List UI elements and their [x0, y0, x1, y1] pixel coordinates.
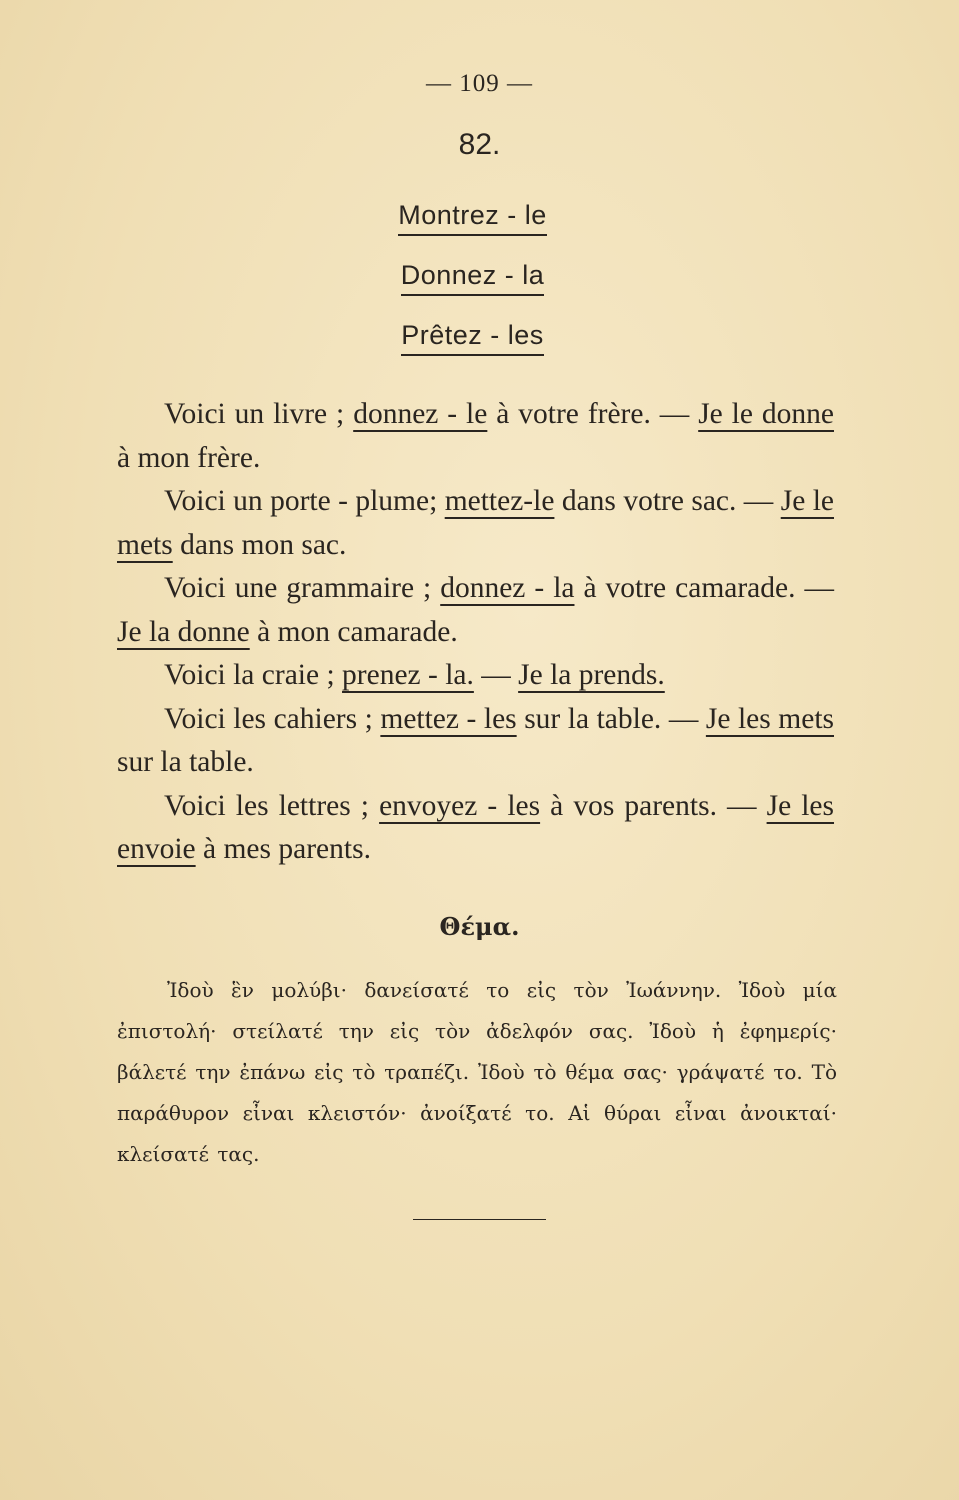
theme-paragraph: Ἰδοὺ ἓν μολύβι· δανείσατέ το εἰς τὸν Ἰωάννην. Ἰδοὺ μία ἐπιστολή· στείλατέ την εἰς τὸν ἀδελφόν σας. Ἰδοὺ ἡ ἐφημερίς· βάλετέ την ἐπάνω εἰς τὸ τραπέζι. Ἰδοὺ τὸ θέμα σας· γράψατέ το. Τὸ παράθυρον εἶναι κλειστόν· ἀνοίξατέ το. Αἱ θύραι εἶναι ἀνοικταί· κλείσατέ τας. [117, 978, 837, 1166]
exercise-paragraph [117, 393, 834, 480]
text-span: dans mon sac. [172, 528, 347, 561]
underlined-phrase: mettez-le [444, 485, 555, 517]
exercise-paragraph [117, 480, 834, 567]
text-span: Voici les lettres ; [164, 789, 380, 822]
heading-text: Prêtez - les [401, 320, 544, 356]
theme-text [117, 970, 837, 1175]
underlined-phrase: Je la donne [117, 615, 250, 648]
text-span: Voici un porte - plume; [164, 485, 445, 517]
text-span: sur la table. — [516, 702, 706, 735]
exercise-paragraph [117, 698, 834, 785]
underlined-phrase: envoyez - les [379, 789, 541, 822]
text-span: à mon camarade. [249, 615, 458, 648]
underlined-phrase: mettez - les [380, 702, 517, 735]
exercise-paragraph [117, 785, 834, 872]
end-divider [413, 1219, 546, 1220]
text-span: à vos parents. — [540, 789, 767, 822]
underlined-phrase: Je les envoie [117, 789, 835, 865]
lesson-number: 82. [458, 128, 501, 161]
text-span: à votre frère. — [487, 398, 699, 430]
heading-text: Montrez - le [398, 200, 547, 236]
text-span: Voici les cahiers ; [164, 702, 381, 735]
text-span: sur la table. [117, 746, 254, 778]
text-span: dans votre sac. — [554, 485, 781, 517]
underlined-phrase: Je la prends. [518, 659, 665, 691]
page-number: — 109 — [426, 70, 533, 97]
text-span: à votre camarade. — [574, 572, 834, 604]
exercise-paragraph [117, 654, 834, 698]
text-span: à mon frère. [117, 441, 261, 474]
underlined-phrase: Je le mets [117, 485, 834, 561]
underlined-phrase: donnez - le [353, 398, 488, 430]
heading-montrez-le [0, 200, 945, 236]
text-span: à mes parents. [195, 833, 371, 865]
text-span: — [473, 659, 519, 691]
heading-text: Donnez - la [401, 260, 545, 296]
exercise-text [117, 393, 834, 872]
exercise-paragraph [117, 567, 834, 654]
heading-donnez-la [0, 260, 945, 296]
underlined-phrase: donnez - la [440, 572, 575, 604]
text-span: Voici la craie ; [164, 659, 343, 691]
underlined-phrase: Je les mets [705, 702, 834, 735]
text-span: Voici une grammaire ; [164, 572, 441, 604]
underlined-phrase: prenez - la. [342, 659, 474, 691]
heading-pretez-les [0, 320, 945, 356]
underlined-phrase: Je le donne [698, 398, 834, 430]
theme-title: Θέμα. [439, 912, 520, 941]
text-span: Voici un livre ; [164, 398, 354, 430]
